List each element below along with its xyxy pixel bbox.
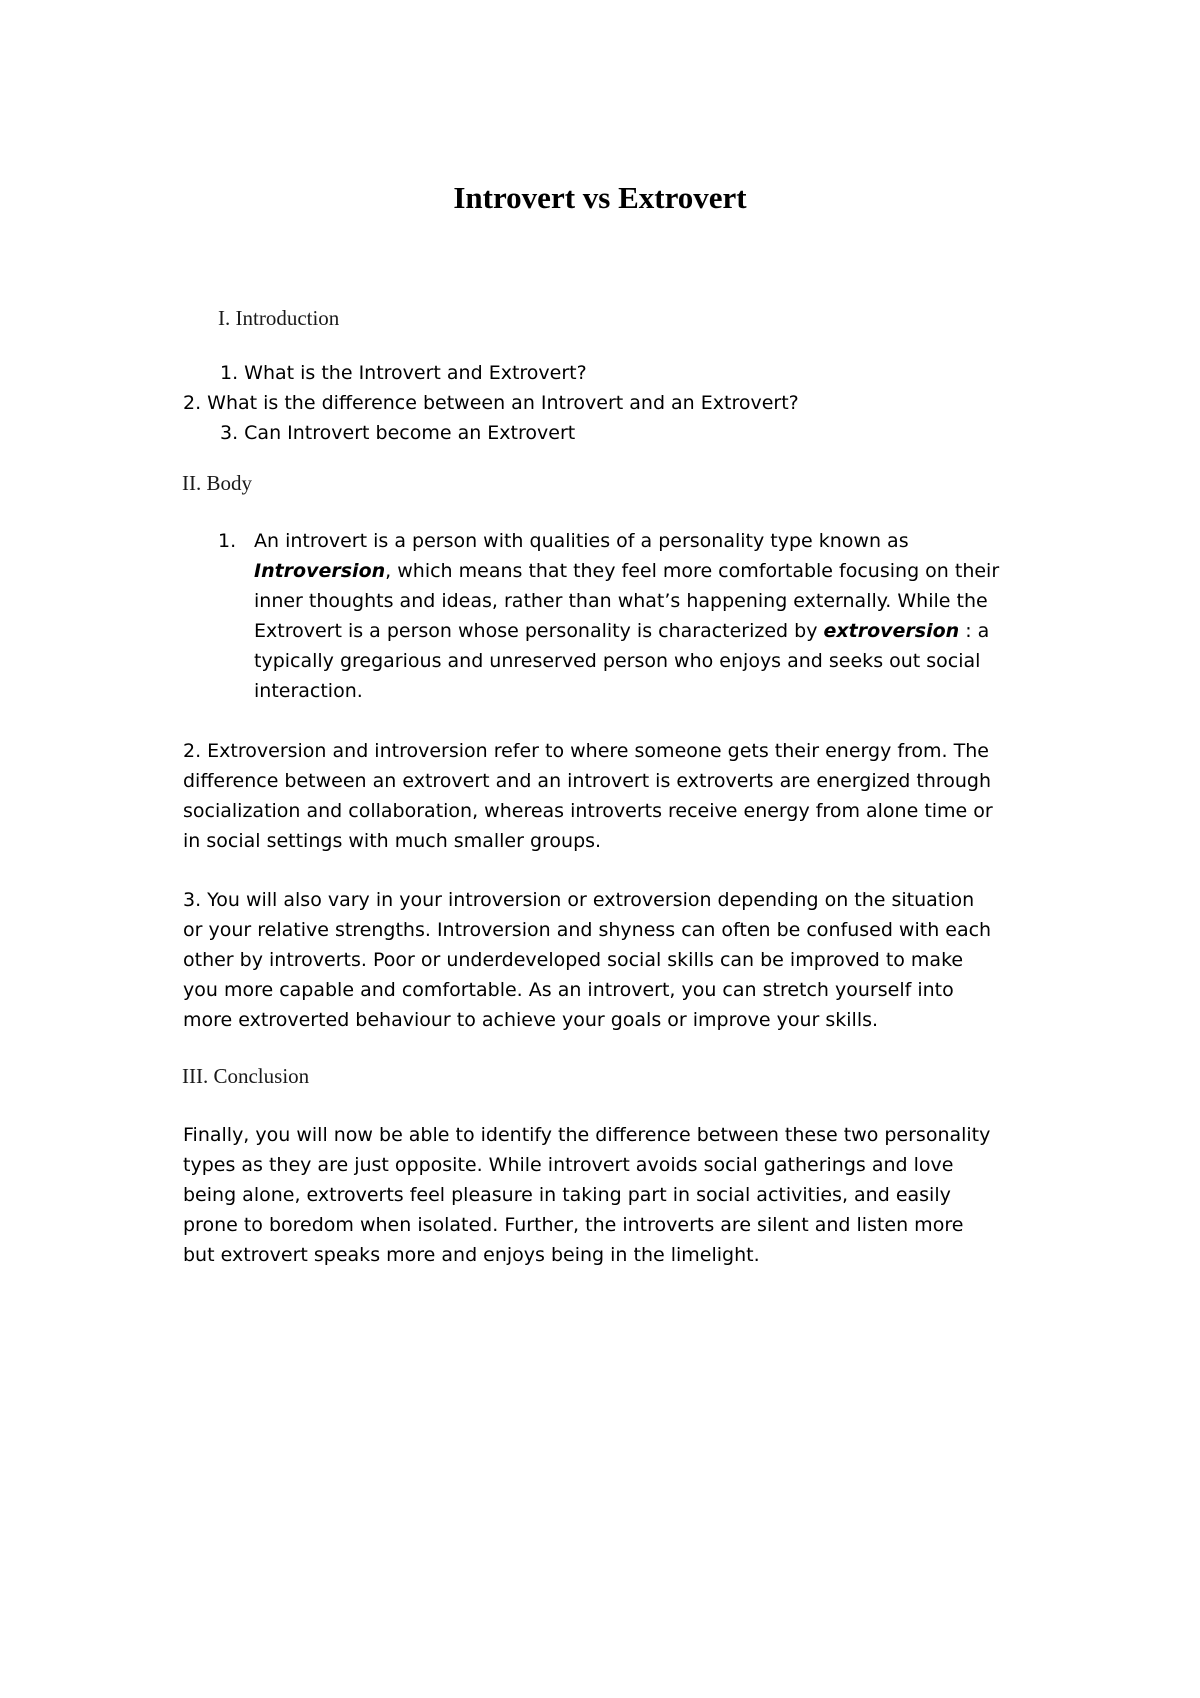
body-point-1-line-2: [254, 556, 1038, 586]
body-point-1-line-4-end: : a: [959, 620, 990, 642]
body-point-1-line-6: interaction.: [254, 680, 363, 702]
body-point-1-marker: 1.: [218, 530, 237, 552]
conclusion-line: but extrovert speaks more and enjoys being in the limelight.: [183, 1244, 760, 1266]
conclusion-line: prone to boredom when isolated. Further, the introverts are silent and listen more: [183, 1214, 964, 1236]
intro-question-1: 1. What is the Introvert and Extrovert?: [220, 362, 587, 384]
body-point-2-line: difference between an extrovert and an introvert is extroverts are energized through: [183, 770, 992, 792]
body-point-2-line: in social settings with much smaller groups.: [183, 830, 602, 852]
body-point-1-line-4: [254, 616, 1038, 646]
conclusion-line: Finally, you will now be able to identify the difference between these two personality: [183, 1124, 991, 1146]
conclusion-paragraph: [183, 1120, 990, 1270]
body-point-3-line: you more capable and comfortable. As an introvert, you can stretch yourself into: [183, 979, 954, 1001]
term-introversion: Introversion: [254, 560, 386, 582]
body-point-3-line: or your relative strengths. Introversion and shyness can often be confused with each: [183, 919, 992, 941]
body-point-2-line: 2. Extroversion and introversion refer to where someone gets their energy from. The: [183, 740, 989, 762]
body-point-1: [218, 526, 1038, 706]
body-point-1-line-4-start: Extrovert is a person whose personality is characterized by: [254, 620, 824, 642]
body-point-3-line: 3. You will also vary in your introversion or extroversion depending on the situation: [183, 889, 975, 911]
body-point-3: [183, 885, 991, 1035]
conclusion-line: being alone, extroverts feel pleasure in taking part in social activities, and easily: [183, 1184, 951, 1206]
term-extroversion: extroversion: [823, 620, 960, 642]
body-point-2: [183, 736, 993, 856]
body-point-3-line: other by introverts. Poor or underdeveloped social skills can be improved to make: [183, 949, 964, 971]
intro-question-2: 2. What is the difference between an Introvert and an Extrovert?: [183, 392, 799, 414]
body-point-2-line: socialization and collaboration, whereas introverts receive energy from alone time or: [183, 800, 993, 822]
conclusion-line: types as they are just opposite. While introvert avoids social gatherings and love: [183, 1154, 954, 1176]
body-point-1-line-5: typically gregarious and unreserved person who enjoys and seeks out social: [254, 650, 981, 672]
section-heading-body: II. Body: [182, 471, 252, 495]
body-point-1-line-1: An introvert is a person with qualities of a personality type known as: [254, 530, 909, 552]
section-heading-introduction: I. Introduction: [218, 306, 340, 330]
intro-question-3: 3. Can Introvert become an Extrovert: [220, 422, 576, 444]
body-point-1-line-2-rest: , which means that they feel more comfortable focusing on their: [385, 560, 1000, 582]
body-point-1-line-3: inner thoughts and ideas, rather than what’s happening externally. While the: [254, 590, 988, 612]
body-point-3-line: more extroverted behaviour to achieve your goals or improve your skills.: [183, 1009, 879, 1031]
section-heading-conclusion: III. Conclusion: [182, 1064, 310, 1088]
document-title: Introvert vs Extrovert: [453, 180, 747, 215]
